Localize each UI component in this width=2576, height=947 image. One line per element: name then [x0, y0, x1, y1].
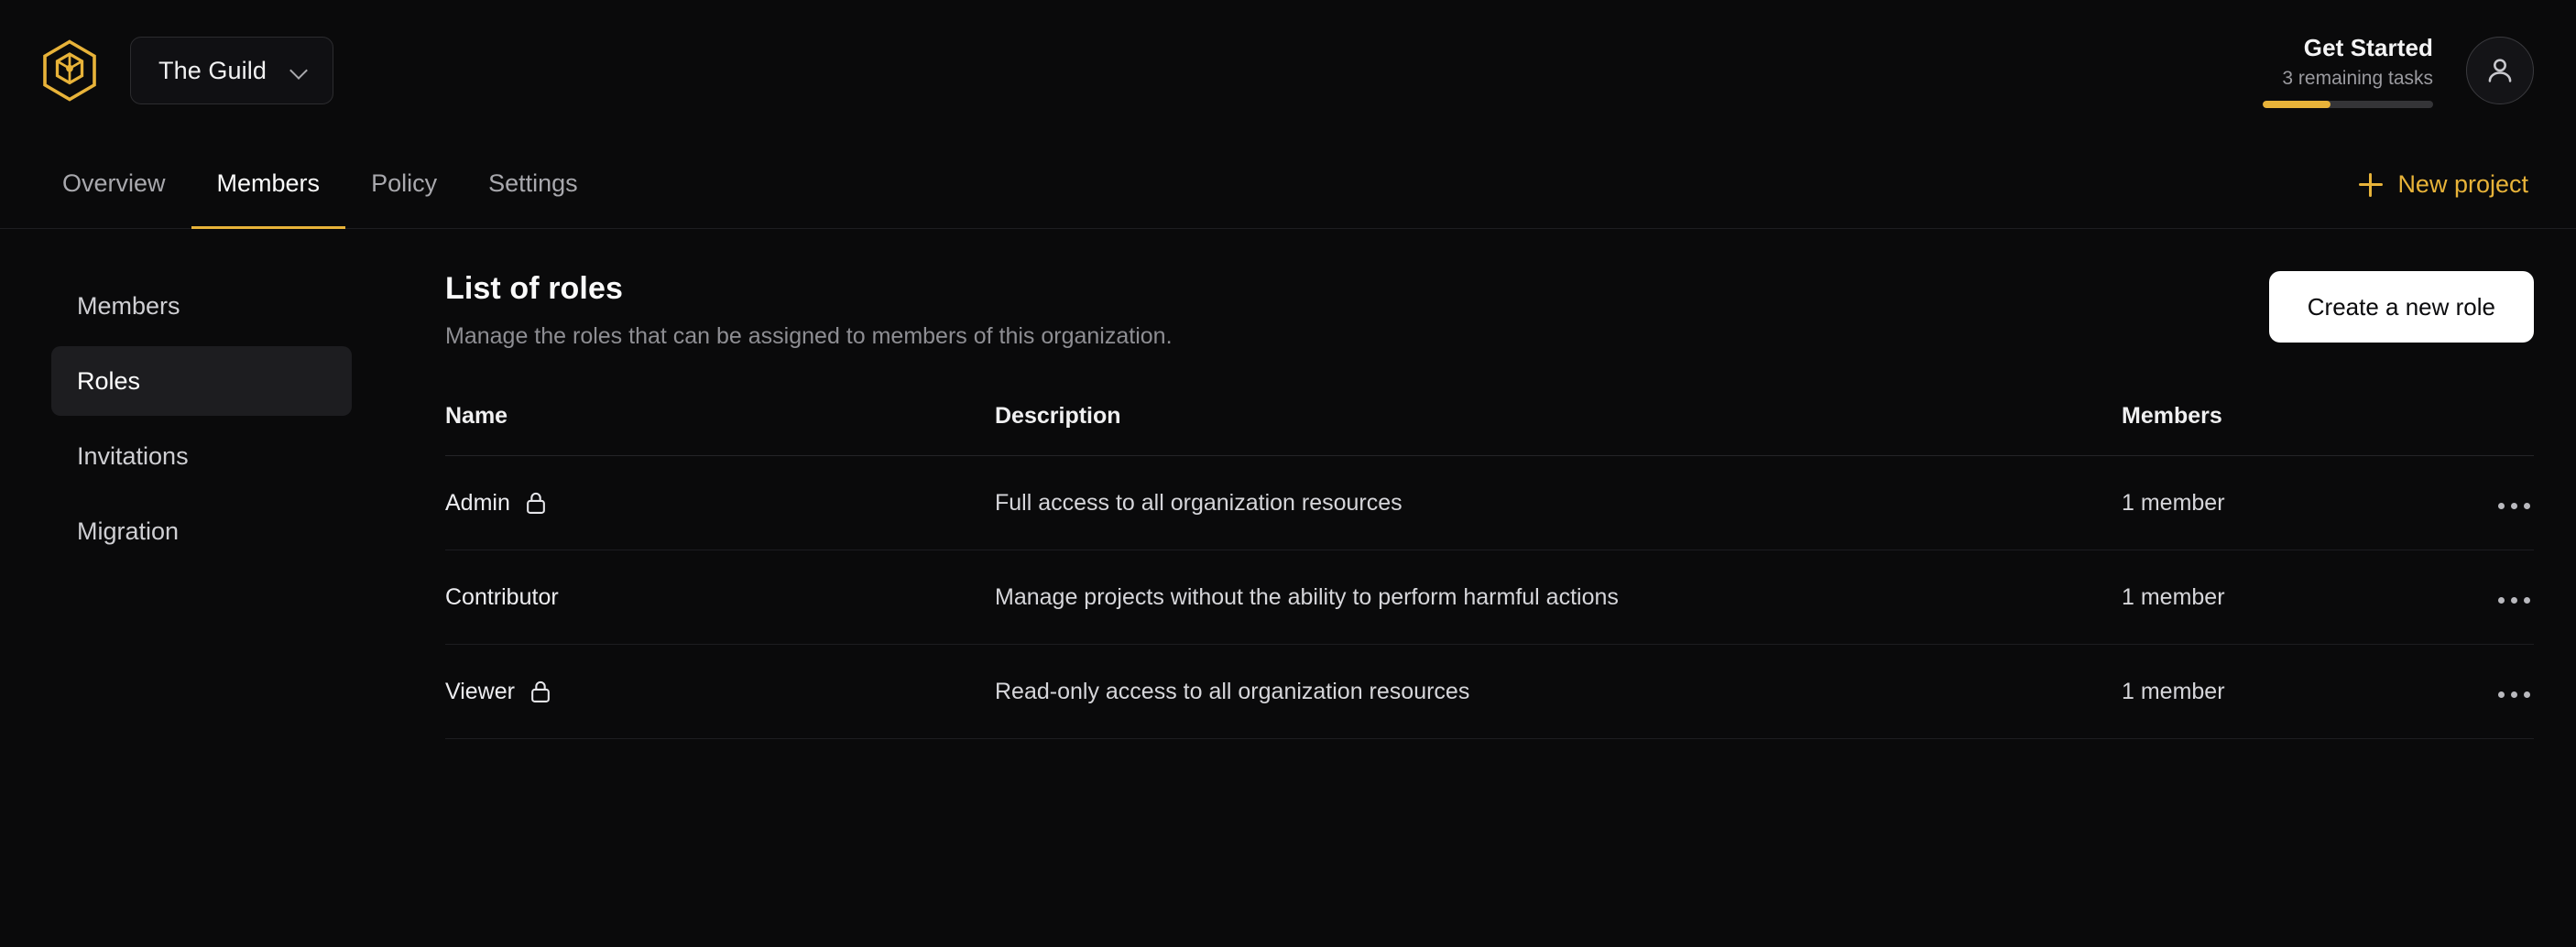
role-actions-cell: [2424, 645, 2534, 739]
top-bar: [0, 0, 2576, 141]
secondary-sidebar: [0, 229, 403, 947]
sidebar-item-roles-label: Roles: [77, 366, 141, 395]
role-name-label: Viewer: [445, 678, 515, 704]
column-header-name: Name: [445, 403, 995, 456]
tab-policy-label: Policy: [371, 169, 438, 197]
new-project-button[interactable]: [2359, 141, 2534, 228]
role-description-cell: Manage projects without the ability to perform harmful actions: [995, 550, 2122, 645]
sidebar-item-invitations-label: Invitations: [77, 441, 189, 470]
user-avatar-icon[interactable]: [2466, 37, 2534, 104]
role-description-cell: Full access to all organization resources: [995, 456, 2122, 550]
get-started-progress-bar: [2263, 101, 2433, 108]
role-actions-cell: [2424, 550, 2534, 645]
table-row: [445, 456, 2534, 550]
role-members-cell: 1 member: [2122, 456, 2424, 550]
sidebar-item-members[interactable]: [51, 271, 352, 341]
roles-table: [445, 403, 2534, 739]
role-members-cell: 1 member: [2122, 550, 2424, 645]
tab-members-label: Members: [216, 169, 321, 197]
sidebar-item-migration[interactable]: [51, 496, 352, 566]
role-name-cell: [445, 550, 995, 645]
table-header-row: [445, 403, 2534, 456]
new-project-label: New project: [2397, 170, 2528, 198]
nav-tabs: [37, 141, 604, 228]
tab-overview-label: Overview: [62, 169, 166, 197]
get-started-subtitle: 3 remaining tasks: [2282, 67, 2433, 89]
hexagon-cube-logo-icon[interactable]: [37, 38, 103, 103]
page-body: [0, 229, 2576, 947]
get-started-title: Get Started: [2303, 33, 2433, 61]
get-started-widget[interactable]: [2263, 34, 2433, 108]
role-name-label: Admin: [445, 489, 510, 516]
more-options-icon[interactable]: [2494, 684, 2534, 705]
role-name-cell: [445, 456, 995, 550]
role-members-cell: 1 member: [2122, 645, 2424, 739]
main-content: [403, 229, 2576, 947]
top-bar-right: [2263, 34, 2534, 108]
sidebar-item-members-label: Members: [77, 291, 180, 320]
create-role-button[interactable]: Create a new role: [2269, 271, 2534, 343]
page-title: List of roles: [445, 271, 623, 306]
column-header-actions: [2424, 403, 2534, 456]
sidebar-item-migration-label: Migration: [77, 517, 180, 545]
tab-settings-label: Settings: [488, 169, 578, 197]
tab-settings[interactable]: [463, 141, 604, 229]
chevron-down-icon: [290, 61, 309, 80]
more-options-icon[interactable]: [2494, 495, 2534, 517]
tab-members[interactable]: [191, 141, 346, 229]
role-name-cell: [445, 645, 995, 739]
lock-icon: [529, 680, 551, 703]
table-row: [445, 550, 2534, 645]
more-options-icon[interactable]: [2494, 590, 2534, 611]
org-switcher[interactable]: [130, 37, 333, 104]
lock-icon: [525, 491, 547, 515]
sidebar-item-invitations[interactable]: [51, 421, 352, 491]
org-name-label: The Guild: [158, 56, 267, 84]
content-header: [445, 271, 2534, 350]
role-actions-cell: [2424, 456, 2534, 550]
tab-policy[interactable]: [345, 141, 463, 229]
roles-table-body: [445, 456, 2534, 739]
tab-overview[interactable]: [37, 141, 191, 229]
column-header-description: Description: [995, 403, 2122, 456]
plus-icon: [2359, 173, 2383, 197]
get-started-progress-fill: [2263, 101, 2330, 108]
sidebar-item-roles[interactable]: [51, 346, 352, 416]
role-name-label: Contributor: [445, 583, 559, 610]
roles-table-head: [445, 403, 2534, 456]
page-subtitle: Manage the roles that can be assigned to members of this organization.: [445, 323, 1173, 349]
table-row: [445, 645, 2534, 739]
primary-nav: [0, 141, 2576, 229]
heading-block: [445, 271, 1173, 350]
role-description-cell: Read-only access to all organization resources: [995, 645, 2122, 739]
column-header-members: Members: [2122, 403, 2424, 456]
